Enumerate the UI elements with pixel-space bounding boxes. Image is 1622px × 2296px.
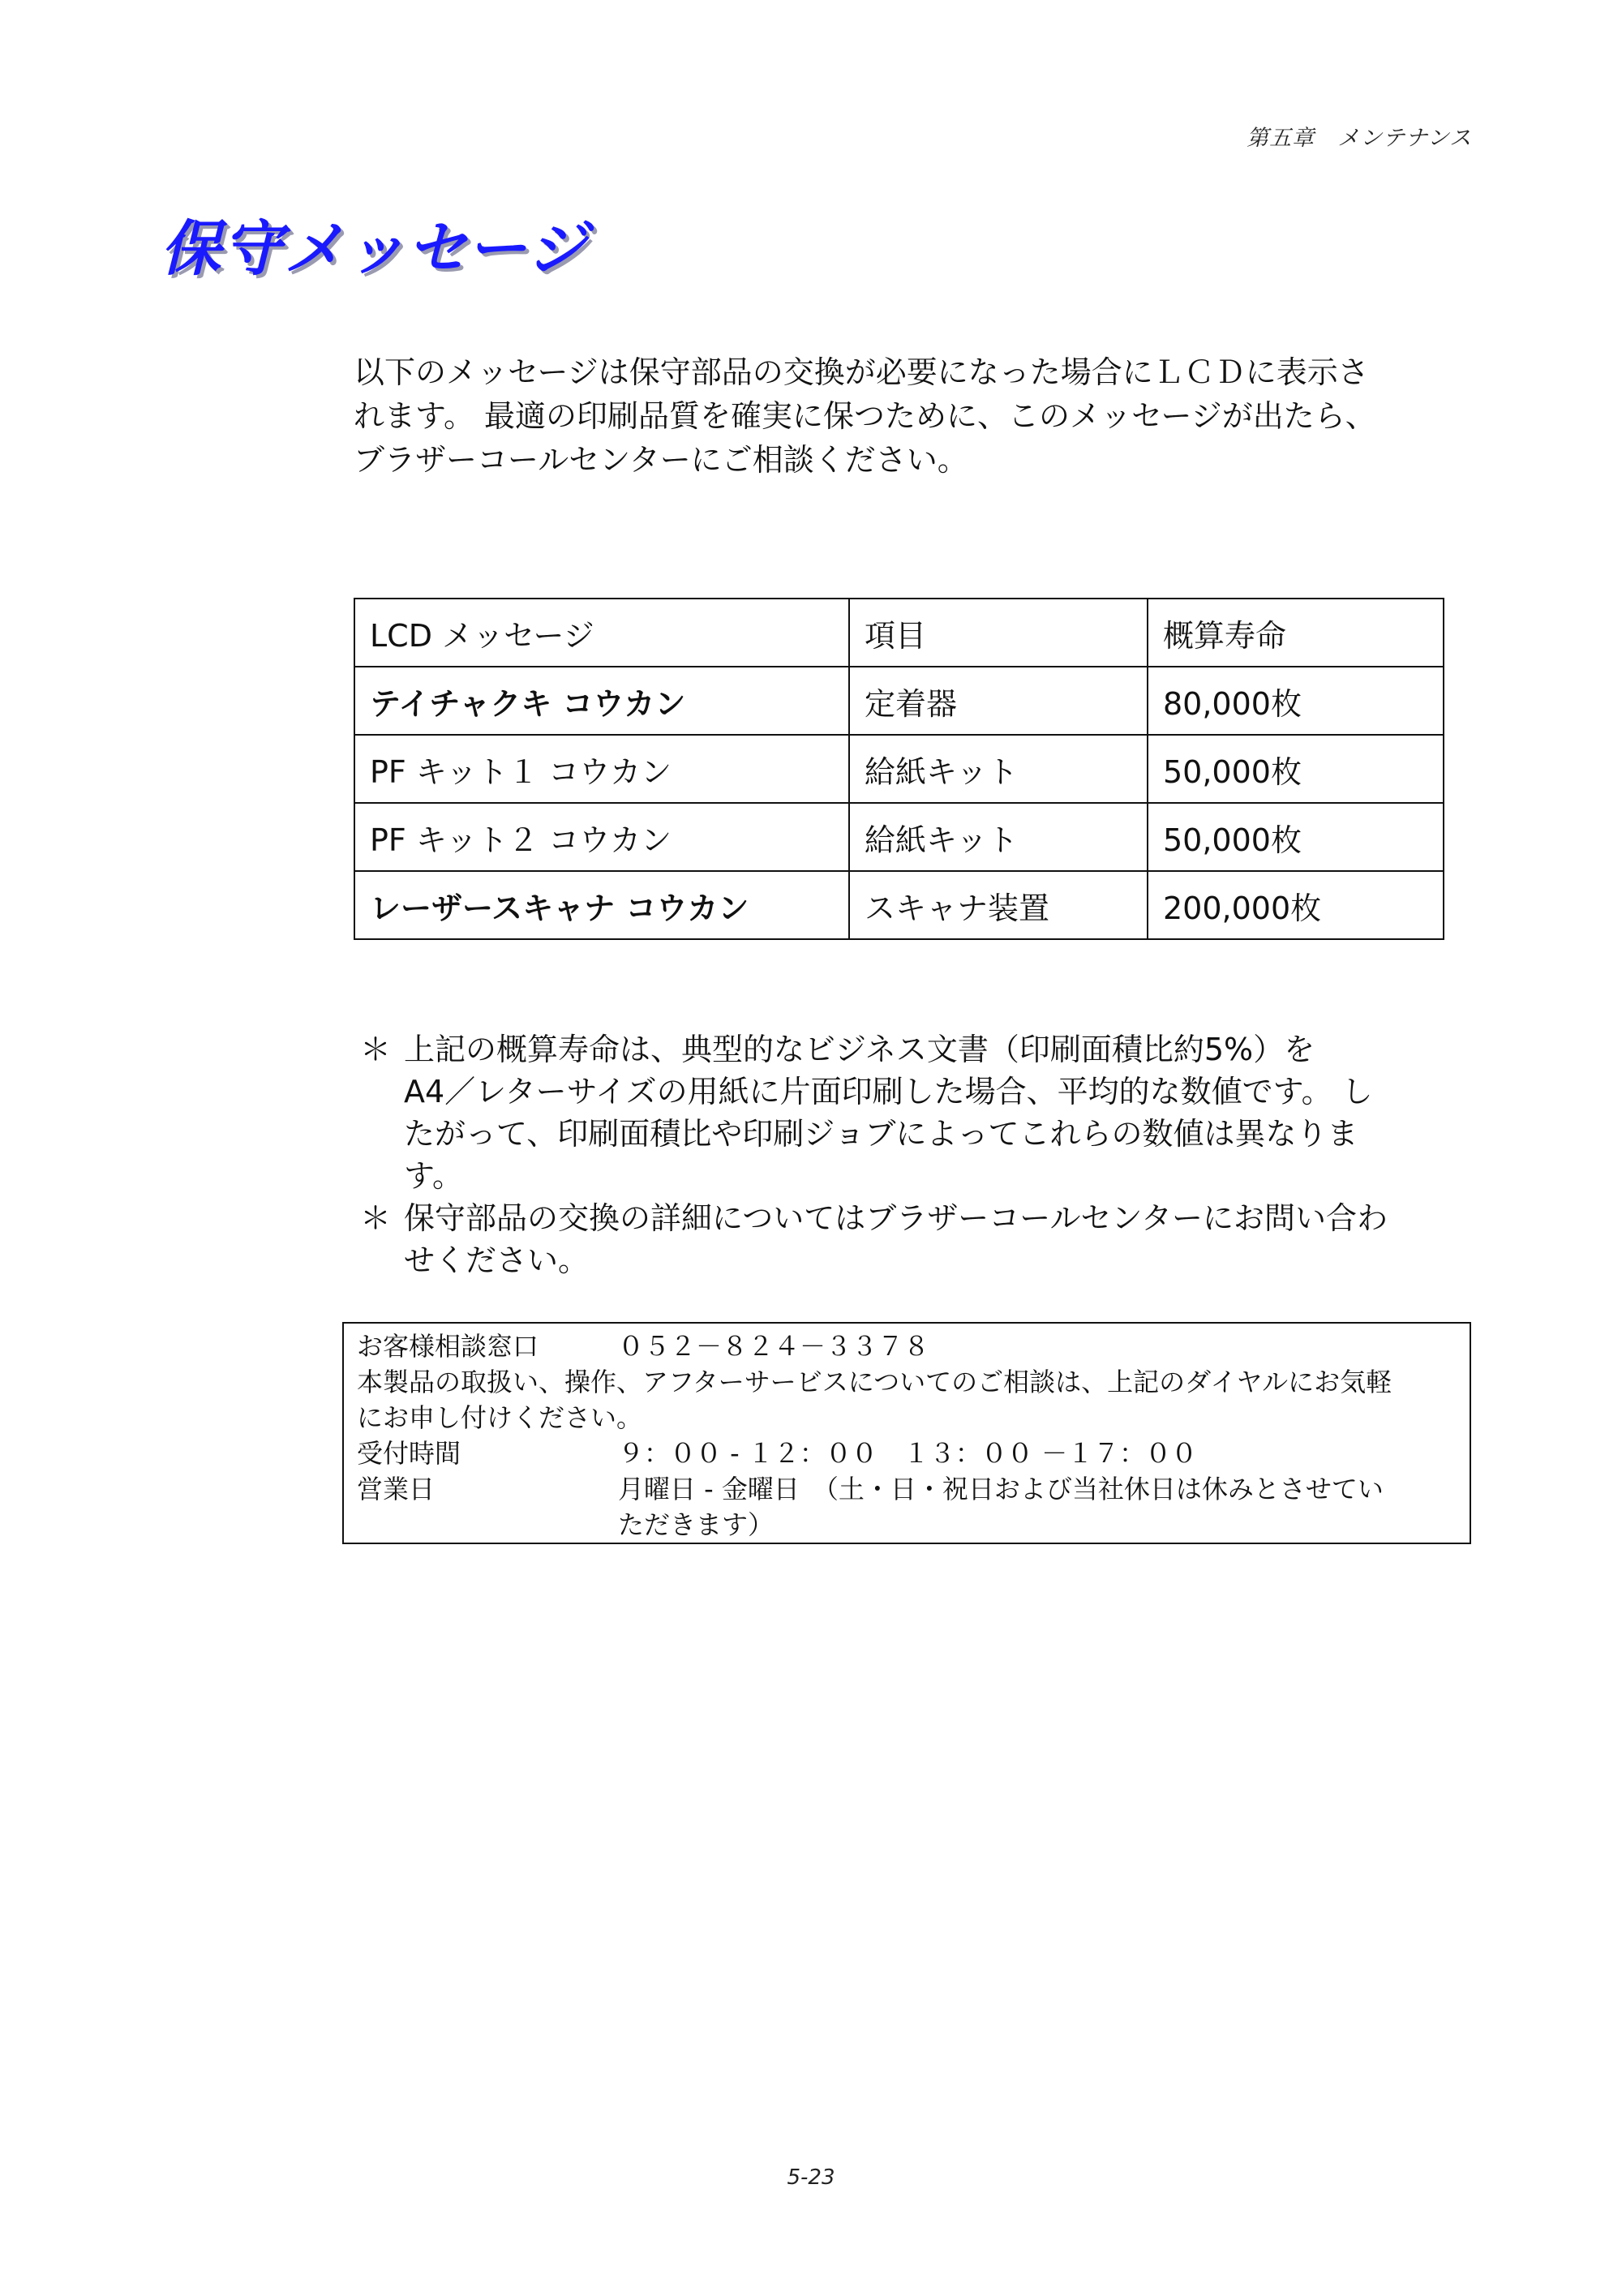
intro-line: ブラザーコールセンターにご相談ください。 bbox=[354, 442, 968, 478]
contact-description-line: にお申し付けください。 bbox=[357, 1402, 643, 1433]
contact-hours-row bbox=[357, 1436, 1470, 1471]
item-cell: 給紙キット bbox=[849, 735, 1148, 803]
life-cell: 80,000枚 bbox=[1148, 667, 1444, 735]
item-cell: スキャナ装置 bbox=[849, 871, 1148, 939]
table-row bbox=[354, 667, 1444, 735]
contact-days-row-continued bbox=[357, 1507, 1470, 1543]
note-line: す。 bbox=[404, 1158, 463, 1194]
maintenance-message-table bbox=[354, 598, 1444, 940]
item-cell: 給紙キット bbox=[849, 803, 1148, 871]
intro-line: 以下のメッセージは保守部品の交換が必要になった場合にＬＣＤに表示さ bbox=[354, 354, 1369, 390]
lcd-message-cell: PF キット２ コウカン bbox=[354, 803, 849, 871]
contact-hours-label: 受付時間 bbox=[357, 1438, 461, 1469]
asterisk-marker: ＊ bbox=[360, 1200, 392, 1236]
table-row bbox=[354, 735, 1444, 803]
life-cell: 50,000枚 bbox=[1148, 803, 1444, 871]
customer-contact-box bbox=[342, 1322, 1471, 1544]
intro-paragraph bbox=[354, 350, 1457, 482]
lcd-message-cell: レーザースキャナ コウカン bbox=[354, 871, 849, 939]
contact-hours-value: ９：００ - １２：００ １３：００ －１７：００ bbox=[618, 1438, 1198, 1469]
note-line: たがって、印刷面積比や印刷ジョブによってこれらの数値は異なりま bbox=[404, 1116, 1358, 1152]
table-header-row bbox=[354, 599, 1444, 667]
notes-list bbox=[354, 1028, 1473, 1281]
note-line: せください。 bbox=[404, 1242, 590, 1278]
page-number: 5-23 bbox=[787, 2165, 835, 2190]
chapter-header: 第五章 メンテナンス bbox=[1247, 126, 1472, 151]
header-estimated-life: 概算寿命 bbox=[1148, 599, 1444, 667]
header-lcd-message: LCD メッセージ bbox=[354, 599, 849, 667]
contact-description-row bbox=[357, 1400, 1470, 1436]
contact-days-value-continued: ただきます） bbox=[618, 1509, 775, 1540]
contact-days-row bbox=[357, 1471, 1470, 1507]
note-item bbox=[354, 1197, 1473, 1281]
contact-phone-number: ０５２－８２４－３３７８ bbox=[618, 1331, 930, 1362]
contact-days-label: 営業日 bbox=[357, 1474, 436, 1504]
contact-days-value: 月曜日 - 金曜日 （土・日・祝日および当社休日は休みとさせてい bbox=[618, 1474, 1384, 1504]
item-cell: 定着器 bbox=[849, 667, 1148, 735]
page-title: 保守メッセージ bbox=[161, 214, 589, 284]
intro-line: れます。 最適の印刷品質を確実に保つために、このメッセージが出たら、 bbox=[354, 398, 1376, 434]
contact-description-line: 本製品の取扱い、操作、アフターサービスについてのご相談は、上記のダイヤルにお気軽 bbox=[357, 1367, 1392, 1397]
note-line: A4／レターサイズの用紙に片面印刷した場合、平均的な数値です。 し bbox=[404, 1074, 1373, 1109]
contact-description-row bbox=[357, 1364, 1470, 1400]
lcd-message-cell: PF キット１ コウカン bbox=[354, 735, 849, 803]
note-line: 保守部品の交換の詳細についてはブラザーコールセンターにお問い合わ bbox=[404, 1200, 1388, 1236]
note-item bbox=[354, 1028, 1473, 1197]
lcd-message-cell: テイチャクキ コウカン bbox=[354, 667, 849, 735]
contact-window-label: お客様相談窓口 bbox=[357, 1331, 539, 1362]
life-cell: 200,000枚 bbox=[1148, 871, 1444, 939]
life-cell: 50,000枚 bbox=[1148, 735, 1444, 803]
header-item: 項目 bbox=[849, 599, 1148, 667]
table-row bbox=[354, 803, 1444, 871]
note-line: 上記の概算寿命は、典型的なビジネス文書（印刷面積比約5%）を bbox=[404, 1032, 1315, 1067]
contact-window-row bbox=[357, 1328, 1470, 1364]
table-row bbox=[354, 871, 1444, 939]
asterisk-marker: ＊ bbox=[360, 1032, 392, 1067]
